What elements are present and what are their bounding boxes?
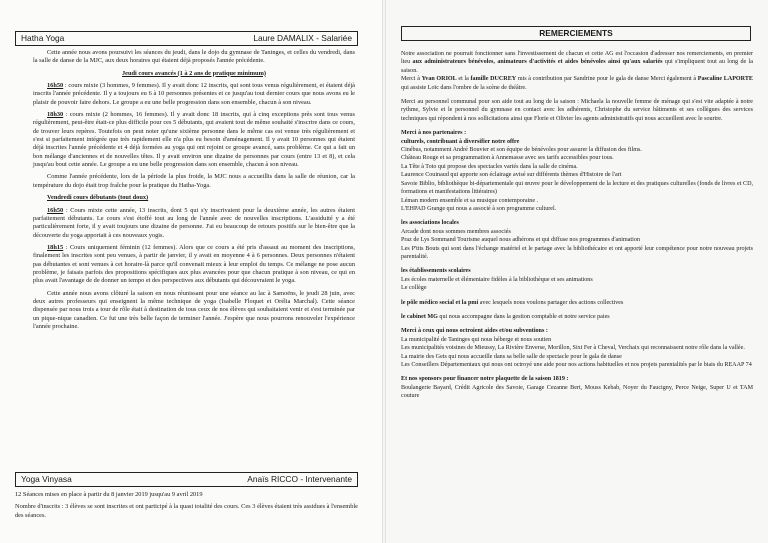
remerciements-header (401, 26, 751, 41)
list-item: Laurence Couinaud qui apporte son éclairage avisé sur différents thèmes d'Histoire de l'art (401, 172, 622, 179)
associations-list (401, 228, 753, 262)
session-text: : Cours mixte cette année, 13 inscrits, dont 5 qui s'y inscrivaient pour la deuxième année, les autres étaient parfaitement débutants. Le cours s'est étoffé tout au long de l'année avec de nouvelles inscriptions. L'assiduité y a été particulièrement forte, il y avait toujours une dizaine de personne. J'ai eu beaucoup de retours positifs sur le bien-être que la découverte du yoga apportait à ces nouveaux yogis. (33, 206, 355, 239)
text-run: et la (456, 76, 471, 83)
list-item: Léman modern ensemble et sa musique contemporaine . (401, 197, 539, 204)
text-run: qui nous accompagne dans la gestion comptable et notre service paies (437, 313, 610, 320)
text-run: Merci à (401, 76, 422, 83)
session-paragraph (33, 111, 355, 169)
section-title: Yoga Vinyasa (21, 474, 72, 484)
session-paragraph (33, 244, 355, 286)
list-item: Les P'tits Bouts qui sont dans l'échange matériel et le partage avec la bibliothécaire et ont apporté leur compétence pour notre nouveau projets parentalité. (401, 245, 753, 260)
text-run-bold: Yvan ORIOL (421, 76, 457, 83)
text-run-bold: Pascaline LAPORTE (697, 76, 753, 83)
mg-paragraph (401, 313, 753, 321)
text-run: Notre association ne pourrait fonctionner sans l'investissement de chacun et cette AG est l'occasion d'adresser nos remerciements, en premier lieu (401, 51, 753, 66)
list-item: Cinébus, notamment André Bouvier et son équipe de bénévoles pour assurer la diffusion des films. (401, 147, 642, 154)
sponsors-heading: Et nos sponsors pour financer notre plaquette de la saison 1819 : (401, 376, 569, 383)
session-time: 16h50 (47, 206, 64, 214)
enrolment-line: Nombre d'inscrits : 3 élèves se sont inscrites et ont participé à la quasi totalité des cours. Ces 3 élèves étaient très assidues à l'ensemble des séances. (15, 503, 358, 519)
cultural-list (401, 146, 753, 213)
list-item: Arcade dont nous sommes membres associés (401, 228, 511, 235)
subsidy-list (401, 336, 753, 370)
session-time: 18h30 (47, 111, 64, 119)
vendredi-heading: Vendredi cours débutants (tout doux) (47, 194, 149, 202)
jeudi-heading: Jeudi cours avancés (1 à 2 ans de pratique minimum) (122, 69, 266, 77)
text-run: avec lesquels nous voulons partager des actions collectives (478, 299, 624, 306)
list-item: Praz de Lys Sommand Tourisme auquel nous adhérons et qui diffuse nos programmes d'animation (401, 237, 640, 244)
yoga-vinyasa-header (15, 472, 358, 487)
session-time: 18h15 (47, 243, 64, 251)
staff-paragraph: Merci au personnel communal pour son aide tout au long de la saison : Michaela la nouvelle femme de ménage qui s'est vite adaptée à notre rythme, Sylvie et le personnel du gymnase en contact avec les adhérents, Christophe du service bâtiments et ses collègues des services techniques qui répondent à nos sollicitations ainsi que Florie et Olivier les agents administratifs qui nous accueillent avec le sourire. (401, 99, 753, 122)
list-item: Château Rouge et sa programmation à Annemasse avec ses tarifs accessibles pour tous. (401, 155, 614, 162)
session-time: 16h50 (47, 82, 64, 90)
text-run-bold: aux administrateurs bénévoles, animateurs d'activités et aides bénévoles ainsi qu'aux salariés (412, 59, 663, 66)
sponsors-list: Boulangerie Bayard, Crédit Agricole des Savoie, Garage Cezanne Bert, Mouss Kebab, Noyer du Faucigny, Perce Neige, Super U et TAM couture (401, 384, 753, 400)
remerciements-body (401, 50, 753, 401)
list-item: Les municipalités voisines de Mieussy, La Rivière Enverse, Morillon, Sixt Fer à Cheval, Verchaix qui reconnaissent notre rôle dans la vallée. (401, 345, 745, 352)
partners-heading: Merci à nos partenaires : (401, 130, 467, 137)
list-item: L'EHPAD Grange qui nous a associé à son programme culturel. (401, 205, 557, 212)
intro-paragraph (401, 50, 753, 75)
session-text: : Cours uniquement féminin (12 femmes). Alors que ce cours a été pris d'assaut au moment des inscriptions, finalement les inscrites sont peu venues, à partir de janvier, il y avait en moyenne 4 à 6 personnes. Deux personnes n'étaient pas débutantes et sont venues à cet horaire-là parce qu'il convenait mieux à leur emploi du temps. Ce mélange ne pose aucun problème, je faisais parfois des propositions spécifiques aux plus avancées pour que chacun pratique à son niveau, ce qui en plus avait l'avantage de de donner un tempo et des perspectives aux débutants qui découvraient le yoga. (33, 243, 355, 285)
yoga-vinyasa-body (15, 491, 358, 520)
schools-heading: les établissements scolaires (401, 268, 471, 275)
text-run: qui s'impliquent tout au long de la saison. (401, 59, 753, 74)
session-paragraph (33, 207, 355, 240)
list-item: La mairie des Gets qui nous accueille dans sa belle salle de spectacle pour le gala de danse (401, 353, 622, 360)
right-page (384, 0, 768, 543)
pole-paragraph (401, 299, 753, 307)
teacher-name: Laure DAMALIX - Salariée (253, 33, 352, 43)
subsidy-heading: Merci à ceux qui nous octroient aides et/ou subventions : (401, 328, 548, 335)
teacher-name: Anaïs RICCO - Intervenante (247, 474, 352, 484)
closing-paragraph: Cette année nous avons clôturé la saison en nous réunissant pour une séance au lac à Samoëns, le jeudi 28 juin, avec deux autres professeurs qui enseignent la même technique de yoga (Isabelle Floquet et Orélia Marchal). Cette séance dispensée par nous trois a tour de rôle était à destination de tous ceux de nos élèves qui souhaitaient venir et s'est terminée par un pique-nique canadien. Ce fut une très belle façon de terminer l'année. J'espère que nous pourrons renouveler l'expérience l'année prochaine. (33, 289, 355, 330)
section-title: REMERCIEMENTS (539, 28, 613, 38)
hatha-yoga-header (15, 31, 358, 46)
schools-list (401, 276, 753, 293)
list-item: Le collège (401, 285, 427, 292)
text-run-bold: famille DUCREY (470, 76, 517, 83)
text-run-bold: le pôle médico social et la pmi (401, 299, 479, 306)
session-paragraph (33, 82, 355, 107)
thanks-paragraph (401, 75, 753, 92)
list-item: La municipalité de Taninges qui nous héberge et nous soutien (401, 336, 552, 343)
list-item: Savoie Biblio, bibliothèque bi-départementale qui œuvre pour le développement de la lecture et des pratiques culturelles (fonds de livres et CD, formations et manifestations littéraires) (401, 180, 753, 196)
list-item: Les Conseillers Départementaux qui nous ont octroyé une aide pour nos actions habituelles et nos projets parentalités par le biais du REAAP 74 (401, 362, 752, 368)
section-title: Hatha Yoga (21, 33, 65, 43)
hatha-yoga-body (33, 49, 355, 331)
text-run: qui assiste Loïc dans l'ombre de la scène de théâtre. (401, 84, 527, 91)
text-run: mis à contribution par Sandrine pour le gala de danse Merci également à (516, 76, 698, 83)
associations-heading: les associations locales (401, 220, 459, 227)
intro-paragraph: Cette année nous avons poursuivi les séances du jeudi, dans le dojo du gymnase de Taninges, et celles du vendredi, dans la salle de danse de la MJC, aux deux horaires qui étaient déjà proposés l'année précédente. (33, 49, 355, 65)
session-text: : cours mixte (3 hommes, 9 femmes). Il y avait donc 12 inscrits, qui sont tous venus régulièrement, et étaient déjà inscrits l'année précédente. Il y a toujours eu 6 à 10 personnes présentes et ce jusqu'au tout dernier cours que nous avons eu le plaisir de pouvoir faire dehors. Le groupe a eu une belle progression dans son ensemble, chacun à son niveau. (33, 82, 355, 106)
text-run-bold: le cabinet MG (401, 313, 438, 320)
sessions-line: 12 Séances mises en place à partir du 8 janvier 2019 jusqu'au 9 avril 2019 (15, 491, 203, 498)
session-text: : cours mixte (2 hommes, 16 femmes). Il y avait donc 18 inscrits, qui à cinq exceptions près sont tous venus régulièrement, peut-être était-ce plus difficile pour ces 5 débutants, qui avaient tout de même souhaité s'inscrire dans ce cours, de trouver leurs repères. Toutefois on peut noter qu'une sixième personne dans le même cas est venue très régulièrement et s'est si parfaitement intégrée que très rapidement elle n'a plus eu besoin d'aménagement. Il y avait 10 personnes qui étaient déjà inscrites l'année précédente et 4 déjà formées au yoga qui ont rejoint ce groupe avancé, sans problème. Ce qui a fait un bon mélange d'anciennes et de nouvelles têtes. Il y avait environ une dizaine de personnes par cours (entre 13 et 8), et cela jusqu'au bout cette année. Le groupe a eu une belle progression dans son ensemble, chacun à son niveau. (33, 111, 355, 169)
cold-season-note: Comme l'année précédente, lors de la période la plus froide, la MJC nous a accueillis dans la salle de réunion, car la température du dojo était trop fraîche pour la pratique du Hatha-Yoga. (33, 173, 355, 189)
cultural-heading: culturels, contribuant à diversifier notre offre (401, 138, 520, 145)
page-fold (382, 0, 386, 543)
list-item: Les écoles maternelle et élémentaire fidèles à la bibliothèque et ses animations (401, 276, 593, 283)
list-item: La Tête à Toto qui propose des spectacles variés dans la salle de cinéma. (401, 163, 578, 170)
